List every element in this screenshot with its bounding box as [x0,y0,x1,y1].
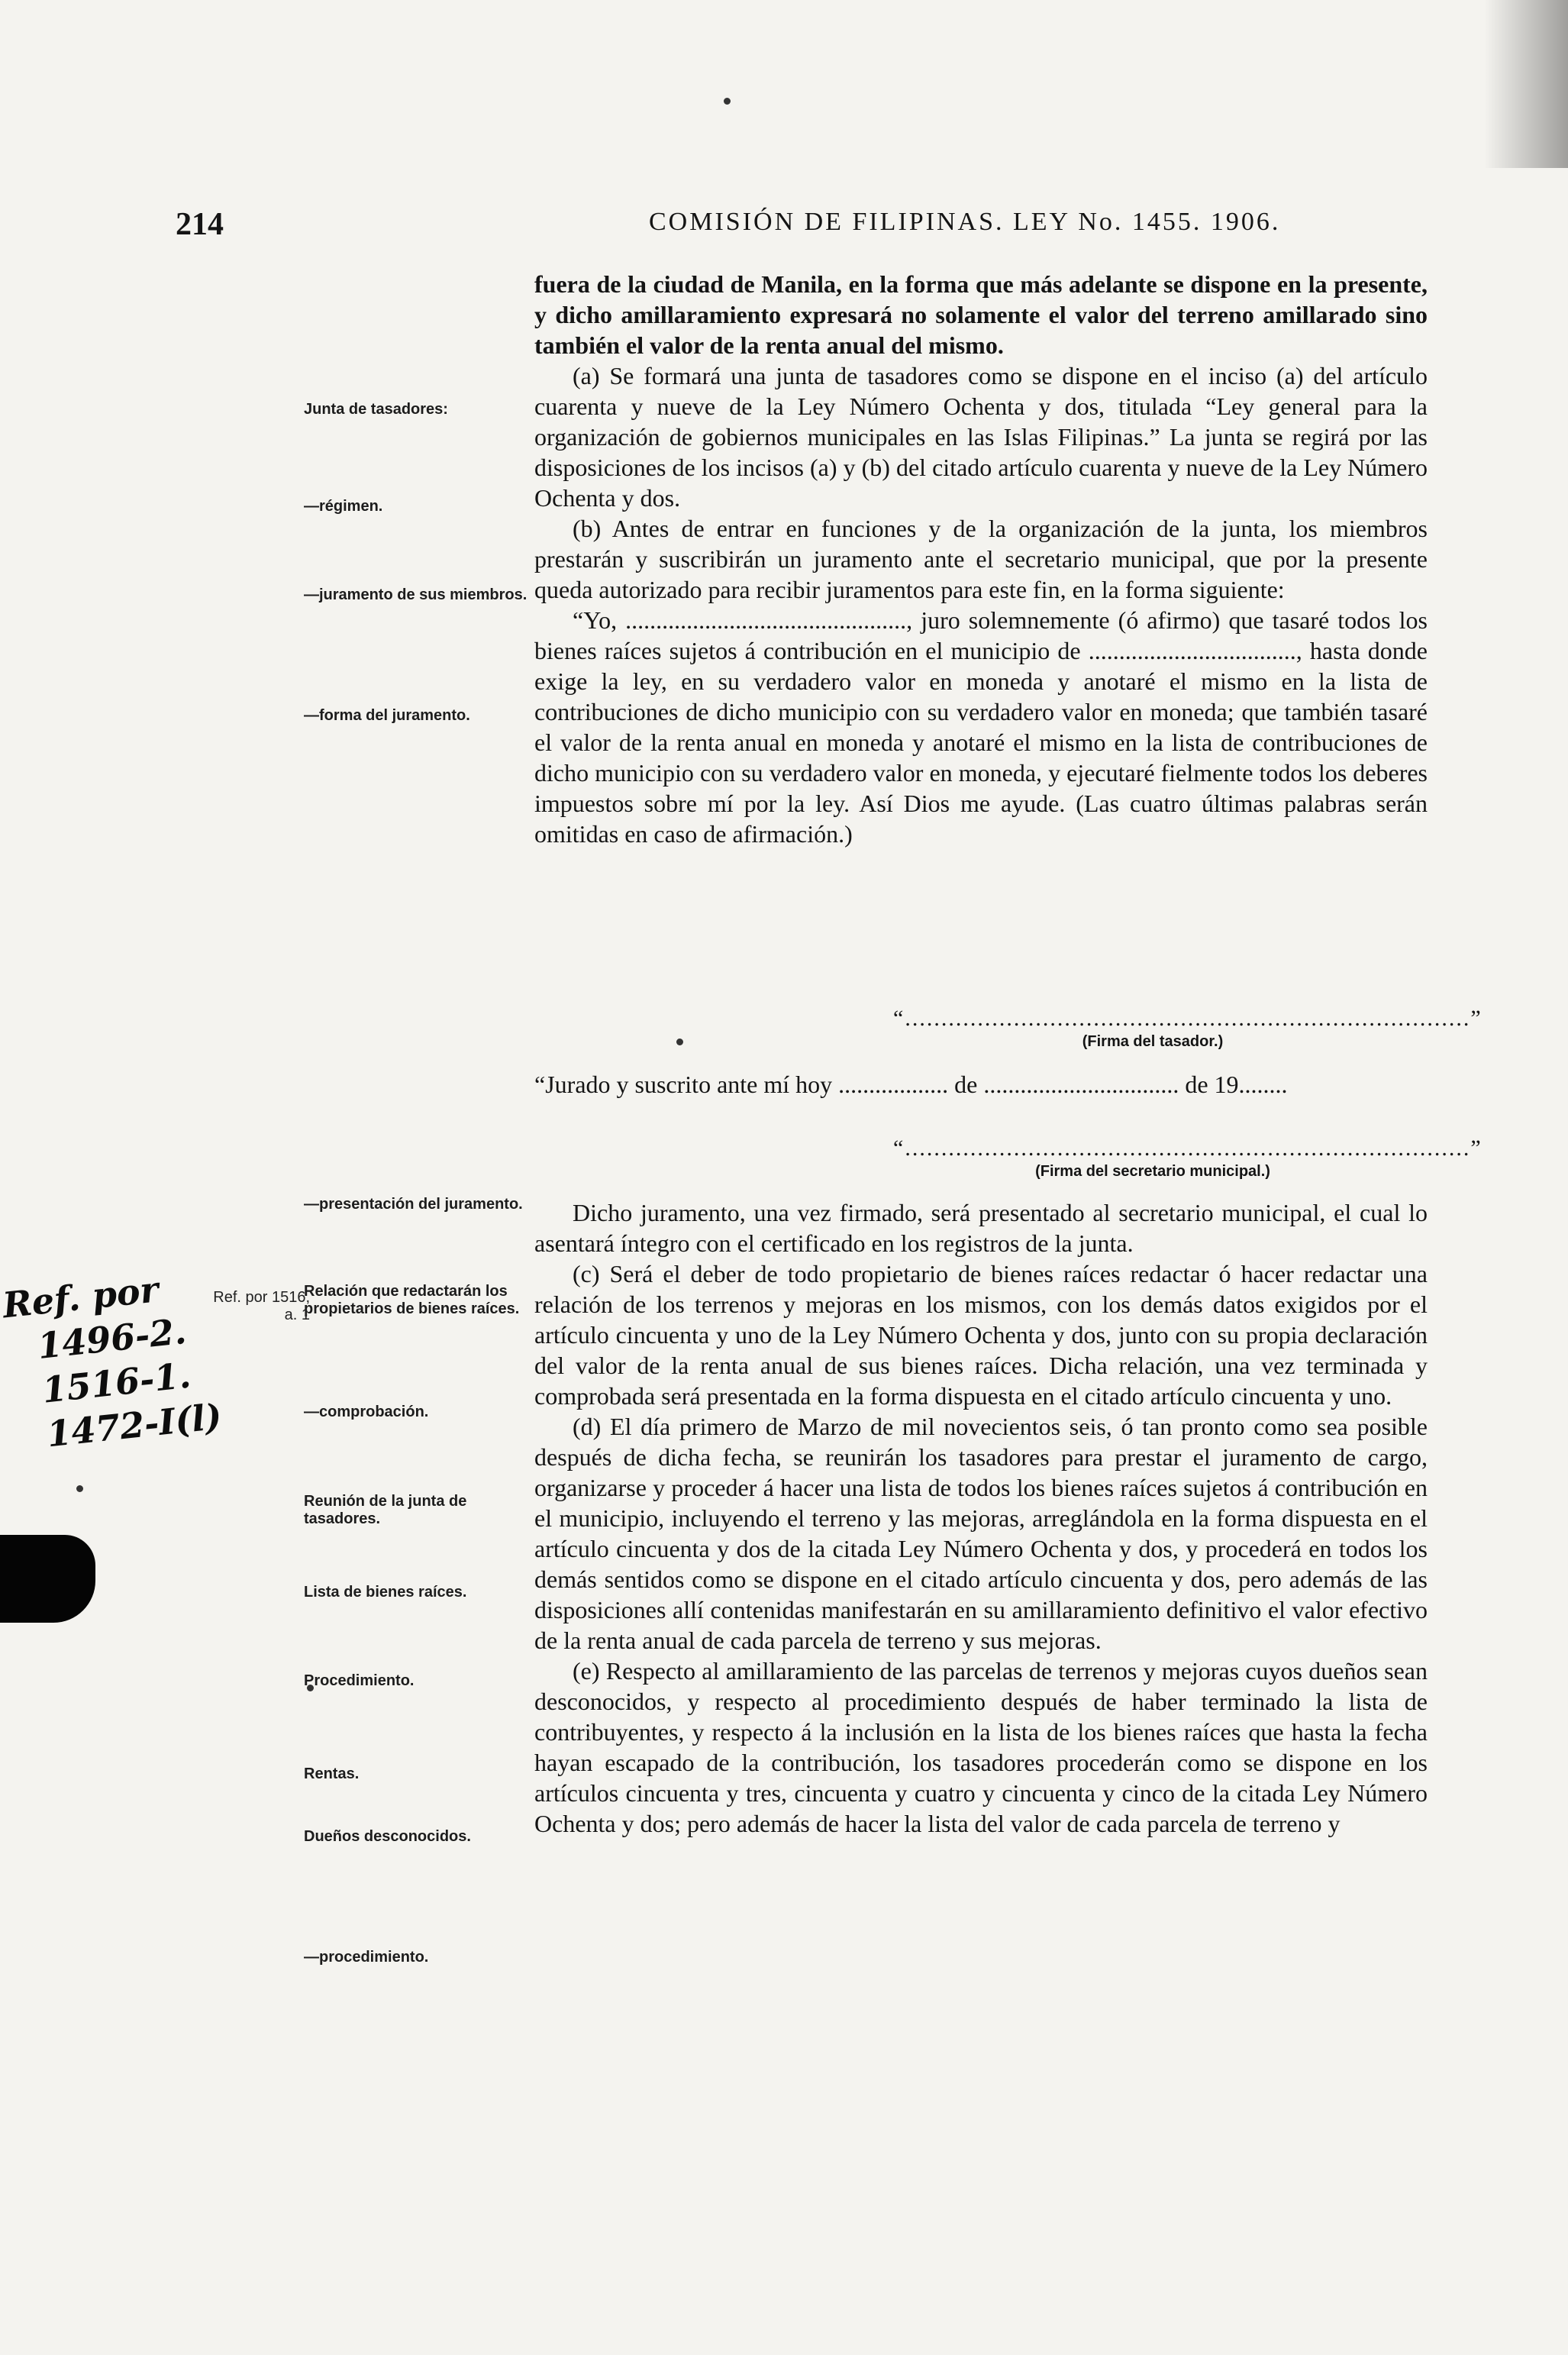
margin-reference: Ref. por 1516, a. 1 [213,1289,310,1323]
paragraph-d: (d) El día primero de Marzo de mil novecientos seis, ó tan pronto como sea posible después de dicha fecha, se reunirán los tasadores para prestar el juramento de cargo, organizarse y proceder á hacer una lista de todos los bienes raíces sujetos á contribución en el municipio, incluyendo el terreno y las mejoras, arreglándola en la forma dispuesta en el artículo cincuenta y dos de la citada Ley Número Ochenta y dos, y procederá en todos los demás sentidos como se dispone en el citado artículo cincuenta y dos, pero además de las disposiciones allí contenidas manifestarán en su amillaramiento definitivo el valor efectivo de la renta anual de cada parcela de terreno y sus mejoras. [534,1413,1428,1654]
paragraph-a: (a) Se formará una junta de tasadores como se dispone en el inciso (a) del artículo cuarenta y nueve de la Ley Número Ochenta y dos, titulada “Ley general para la organización de gobiernos municipales en las Islas Filipinas.” La junta se regirá por las disposiciones de los incisos (a) y (b) del citado artículo cuarenta y nueve de la Ley Número Ochenta y dos. [534,362,1428,512]
binder-clip-mark [0,1535,95,1623]
margin-note-procedimiento: Procedimiento. [304,1672,415,1689]
scan-edge-shadow [1484,0,1568,168]
paragraph-b: (b) Antes de entrar en funciones y de la organización de la junta, los miembros prestarán y suscribirán un juramento ante el secretario municipal, que por la presente queda autorizado para recibir juramentos para este fin, en la forma siguiente: [534,515,1428,603]
handwritten-annotation [1,1260,240,1459]
signature-line: “..............................................................................” [893,1006,1483,1031]
paragraph-intro: fuera de la ciudad de Manila, en la forma que más adelante se dispone en la presente, y dicho amillaramiento expresará no solamente el valor del terreno amillarado sino también el valor de la renta anual del mismo. [534,270,1428,359]
signature-caption: (Firma del secretario municipal.) [1035,1163,1270,1180]
margin-note-juramento: —juramento de sus miembros. [304,586,528,603]
margin-note-comprobacion: —comprobación. [304,1404,429,1420]
page-header [176,206,1321,252]
sworn-statement: “Jurado y suscrito ante mí hoy .................. de ................................ de 19........ [534,1071,1288,1098]
secretary-signature [893,1135,1483,1181]
scan-speck [76,1485,83,1492]
body-block-1 [534,269,1428,849]
scan-speck [724,98,731,105]
margin-note-duenos: Dueños desconocidos. [304,1828,471,1845]
margin-note-procedimiento-2: —procedimiento. [304,1949,429,1966]
margin-note-rentas: Rentas. [304,1765,360,1782]
margin-note-junta: Junta de tasadores: [304,401,448,418]
page-number: 214 [176,207,224,242]
assessor-signature [893,1005,1483,1051]
margin-note-presentacion: —presentación del juramento. [304,1196,523,1213]
scan-speck [676,1039,683,1045]
signature-line: “..............................................................................” [893,1136,1483,1161]
margin-note-regimen: —régimen. [304,498,383,515]
paragraph-c: (c) Será el deber de todo propietario de bienes raíces redactar ó hacer redactar una relación de los terrenos y mejoras en los mismos, con los demás datos exigidos por el artículo cincuenta y uno de la Ley Número Ochenta y dos, junto con su propia declaración del valor de la renta anual de sus bienes raíces. Dicha relación, una vez terminada y comprobada será presentada en la forma dispuesta en el citado artículo cincuenta y uno. [534,1260,1428,1410]
handwritten-line: 1472-I(l) [44,1395,224,1455]
handwritten-line: Ref. por [0,1268,161,1326]
margin-note-forma: —forma del juramento. [304,707,470,724]
body-block-2 [534,1197,1428,1839]
margin-note-lista: Lista de bienes raíces. [304,1584,467,1601]
paragraph-presentation: Dicho juramento, una vez firmado, será presentado al secretario municipal, el cual lo asentará íntegro con el certificado en los registros de la junta. [534,1199,1428,1257]
signature-caption: (Firma del tasador.) [1082,1033,1224,1050]
margin-note-relacion: Relación que redactarán los propietarios de bienes raíces. [304,1283,520,1317]
handwritten-line: 1516-1. [40,1354,193,1411]
oath-text: “Yo, .............................................., juro solemnemente (ó afirmo) que tasaré todos los bienes raíces sujetos á contribución en el municipio de .................................., hasta donde exige la ley, en su verdadero valor en moneda y anotaré el mismo en la lista de contribuciones de dicho municipio con su verdadero valor en moneda; que también tasaré el valor de la renta anual en moneda y anotaré el mismo en la lista de contribuciones de dicho municipio con su verdadero valor en moneda, y ejecutaré fielmente todos los deberes impuestos sobre mí por la ley. Así Dios me ayude. (Las cuatro últimas palabras serán omitidas en caso de afirmación.) [534,606,1428,848]
paragraph-e: (e) Respecto al amillaramiento de las parcelas de terrenos y mejoras cuyos dueños sean desconocidos, y respecto al procedimiento después de haber terminado la lista de contribuyentes, y respecto á la inclusión en la lista de los bienes raíces que hasta la fecha hayan escapado de la contribución, los tasadores procederán como se dispone en los artículos cincuenta y tres, cincuenta y cuatro y cincuenta y cinco de la citada Ley Número Ochenta y dos; pero además de hacer la lista del valor de cada parcela de terreno y [534,1657,1428,1837]
handwritten-line: 1496-2. [35,1310,189,1367]
margin-note-reunion: Reunión de la junta de tasadores. [304,1493,467,1527]
running-head: COMISIÓN DE FILIPINAS. LEY No. 1455. 1906. [649,208,1281,236]
